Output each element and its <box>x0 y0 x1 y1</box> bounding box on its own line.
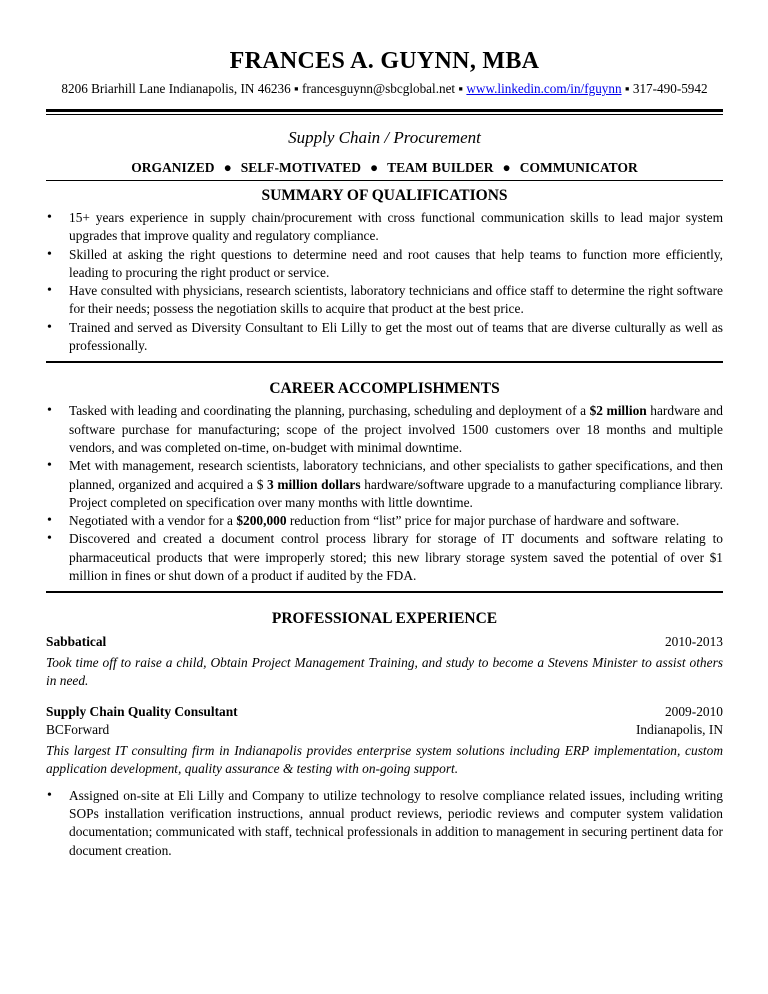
trait: TEAM BUILDER <box>387 160 494 175</box>
trait: SELF-MOTIVATED <box>240 160 361 175</box>
traits-divider <box>46 180 723 181</box>
header-divider-thin <box>46 114 723 115</box>
job-dates: 2009-2010 <box>664 703 723 719</box>
section-title-summary: SUMMARY OF QUALIFICATIONS <box>261 187 508 204</box>
job-dates: 2010-2013 <box>664 634 723 650</box>
candidate-name: FRANCES A. GUYNN, MBA <box>229 48 540 74</box>
list-item: • Trained and served as Diversity Consultant to Eli Lilly to get the most out of teams that are diverse culturally as well as professionally. <box>46 319 723 356</box>
job-title: Sabbatical <box>46 634 107 650</box>
list-item: • Have consulted with physicians, research scientists, laboratory technicians and office staff to determine the right software for their needs; possess the negotiation skills to acquire that product at the best price. <box>46 282 723 319</box>
section-divider <box>46 361 723 363</box>
list-item: • Skilled at asking the right questions to determine need and root causes that help teams to function more efficiently, leading to procuring the right product or service. <box>46 246 723 283</box>
section-divider <box>46 591 723 593</box>
tagline: Supply Chain / Procurement <box>288 128 481 147</box>
job-location: Indianapolis, IN <box>635 722 723 738</box>
job-company-row <box>46 721 723 740</box>
job-header <box>46 633 723 652</box>
traits-line <box>46 160 723 176</box>
phone: 317-490-5942 <box>632 81 708 96</box>
address: 8206 Briarhill Lane Indianapolis, IN 46236 <box>61 81 291 96</box>
job-title: Supply Chain Quality Consultant <box>46 703 238 719</box>
section-title-experience: PROFESSIONAL EXPERIENCE <box>271 610 498 628</box>
job-header <box>46 703 723 722</box>
trait-separator: ● <box>502 160 511 175</box>
email: francesguynn@sbcglobal.net <box>301 81 456 96</box>
list-item: • Tasked with leading and coordinating the planning, purchasing, scheduling and deployment of a $2 million hardware and software purchase for manufacturing; scope of the project involved 1500 customers over 18 months and multiple vendors, and was completed on-time, on-budget with minimal downtime. <box>46 402 723 457</box>
resume-page <box>46 0 723 860</box>
trait: ORGANIZED <box>131 160 215 175</box>
accomplishments-list <box>46 402 723 585</box>
header-divider <box>46 109 723 112</box>
list-item: • Assigned on-site at Eli Lilly and Company to utilize technology to resolve compliance related issues, including writing SOPs installation verification instructions, annual product reviews, periodic reviews and computer system validation documentation; communicated with staff, technical professionals in addition to management in securing pertinent data for document creation. <box>46 787 723 860</box>
list-item: • Negotiated with a vendor for a $200,000 reduction from “list” price for major purchase of hardware and software. <box>46 512 723 530</box>
job-description: Took time off to raise a child, Obtain Project Management Training, and study to become a Stevens Minister to assist others in need. <box>46 654 723 689</box>
list-item: • 15+ years experience in supply chain/procurement with cross functional communication skills to lead major system upgrades that improve quality and regulatory compliance. <box>46 209 723 246</box>
linkedin-link[interactable]: www.linkedin.com/in/fguynn <box>466 81 622 96</box>
list-item: • Discovered and created a document control process library for storage of IT documents and software relating to pharmaceutical products that were improperly stored; this new library storage system saved the potential of over $1 million in fines or shut down of a product if audited by the FDA. <box>46 530 723 585</box>
contact-line <box>46 81 723 97</box>
separator: ▪ <box>293 81 299 96</box>
separator: ▪ <box>458 81 464 96</box>
job-bullets <box>46 787 723 860</box>
section-title-accomplishments: CAREER ACCOMPLISHMENTS <box>269 380 500 398</box>
company-description: This largest IT consulting firm in Indianapolis provides enterprise system solutions including ERP implementation, custom application development, quality assurance & testing with on-going support. <box>46 742 723 777</box>
company-name: BCForward <box>46 722 110 738</box>
trait: COMMUNICATOR <box>519 160 638 175</box>
list-item: • Met with management, research scientists, laboratory technicians, and other specialists to gather specifications, and then planned, organized and acquired a $ 3 million dollars hardware/software upgrade to a manufacturing compliance library. Project completed on specification over many months with little downtime. <box>46 457 723 512</box>
trait-separator: ● <box>370 160 379 175</box>
separator: ▪ <box>624 81 630 96</box>
trait-separator: ● <box>223 160 232 175</box>
summary-list <box>46 209 723 355</box>
